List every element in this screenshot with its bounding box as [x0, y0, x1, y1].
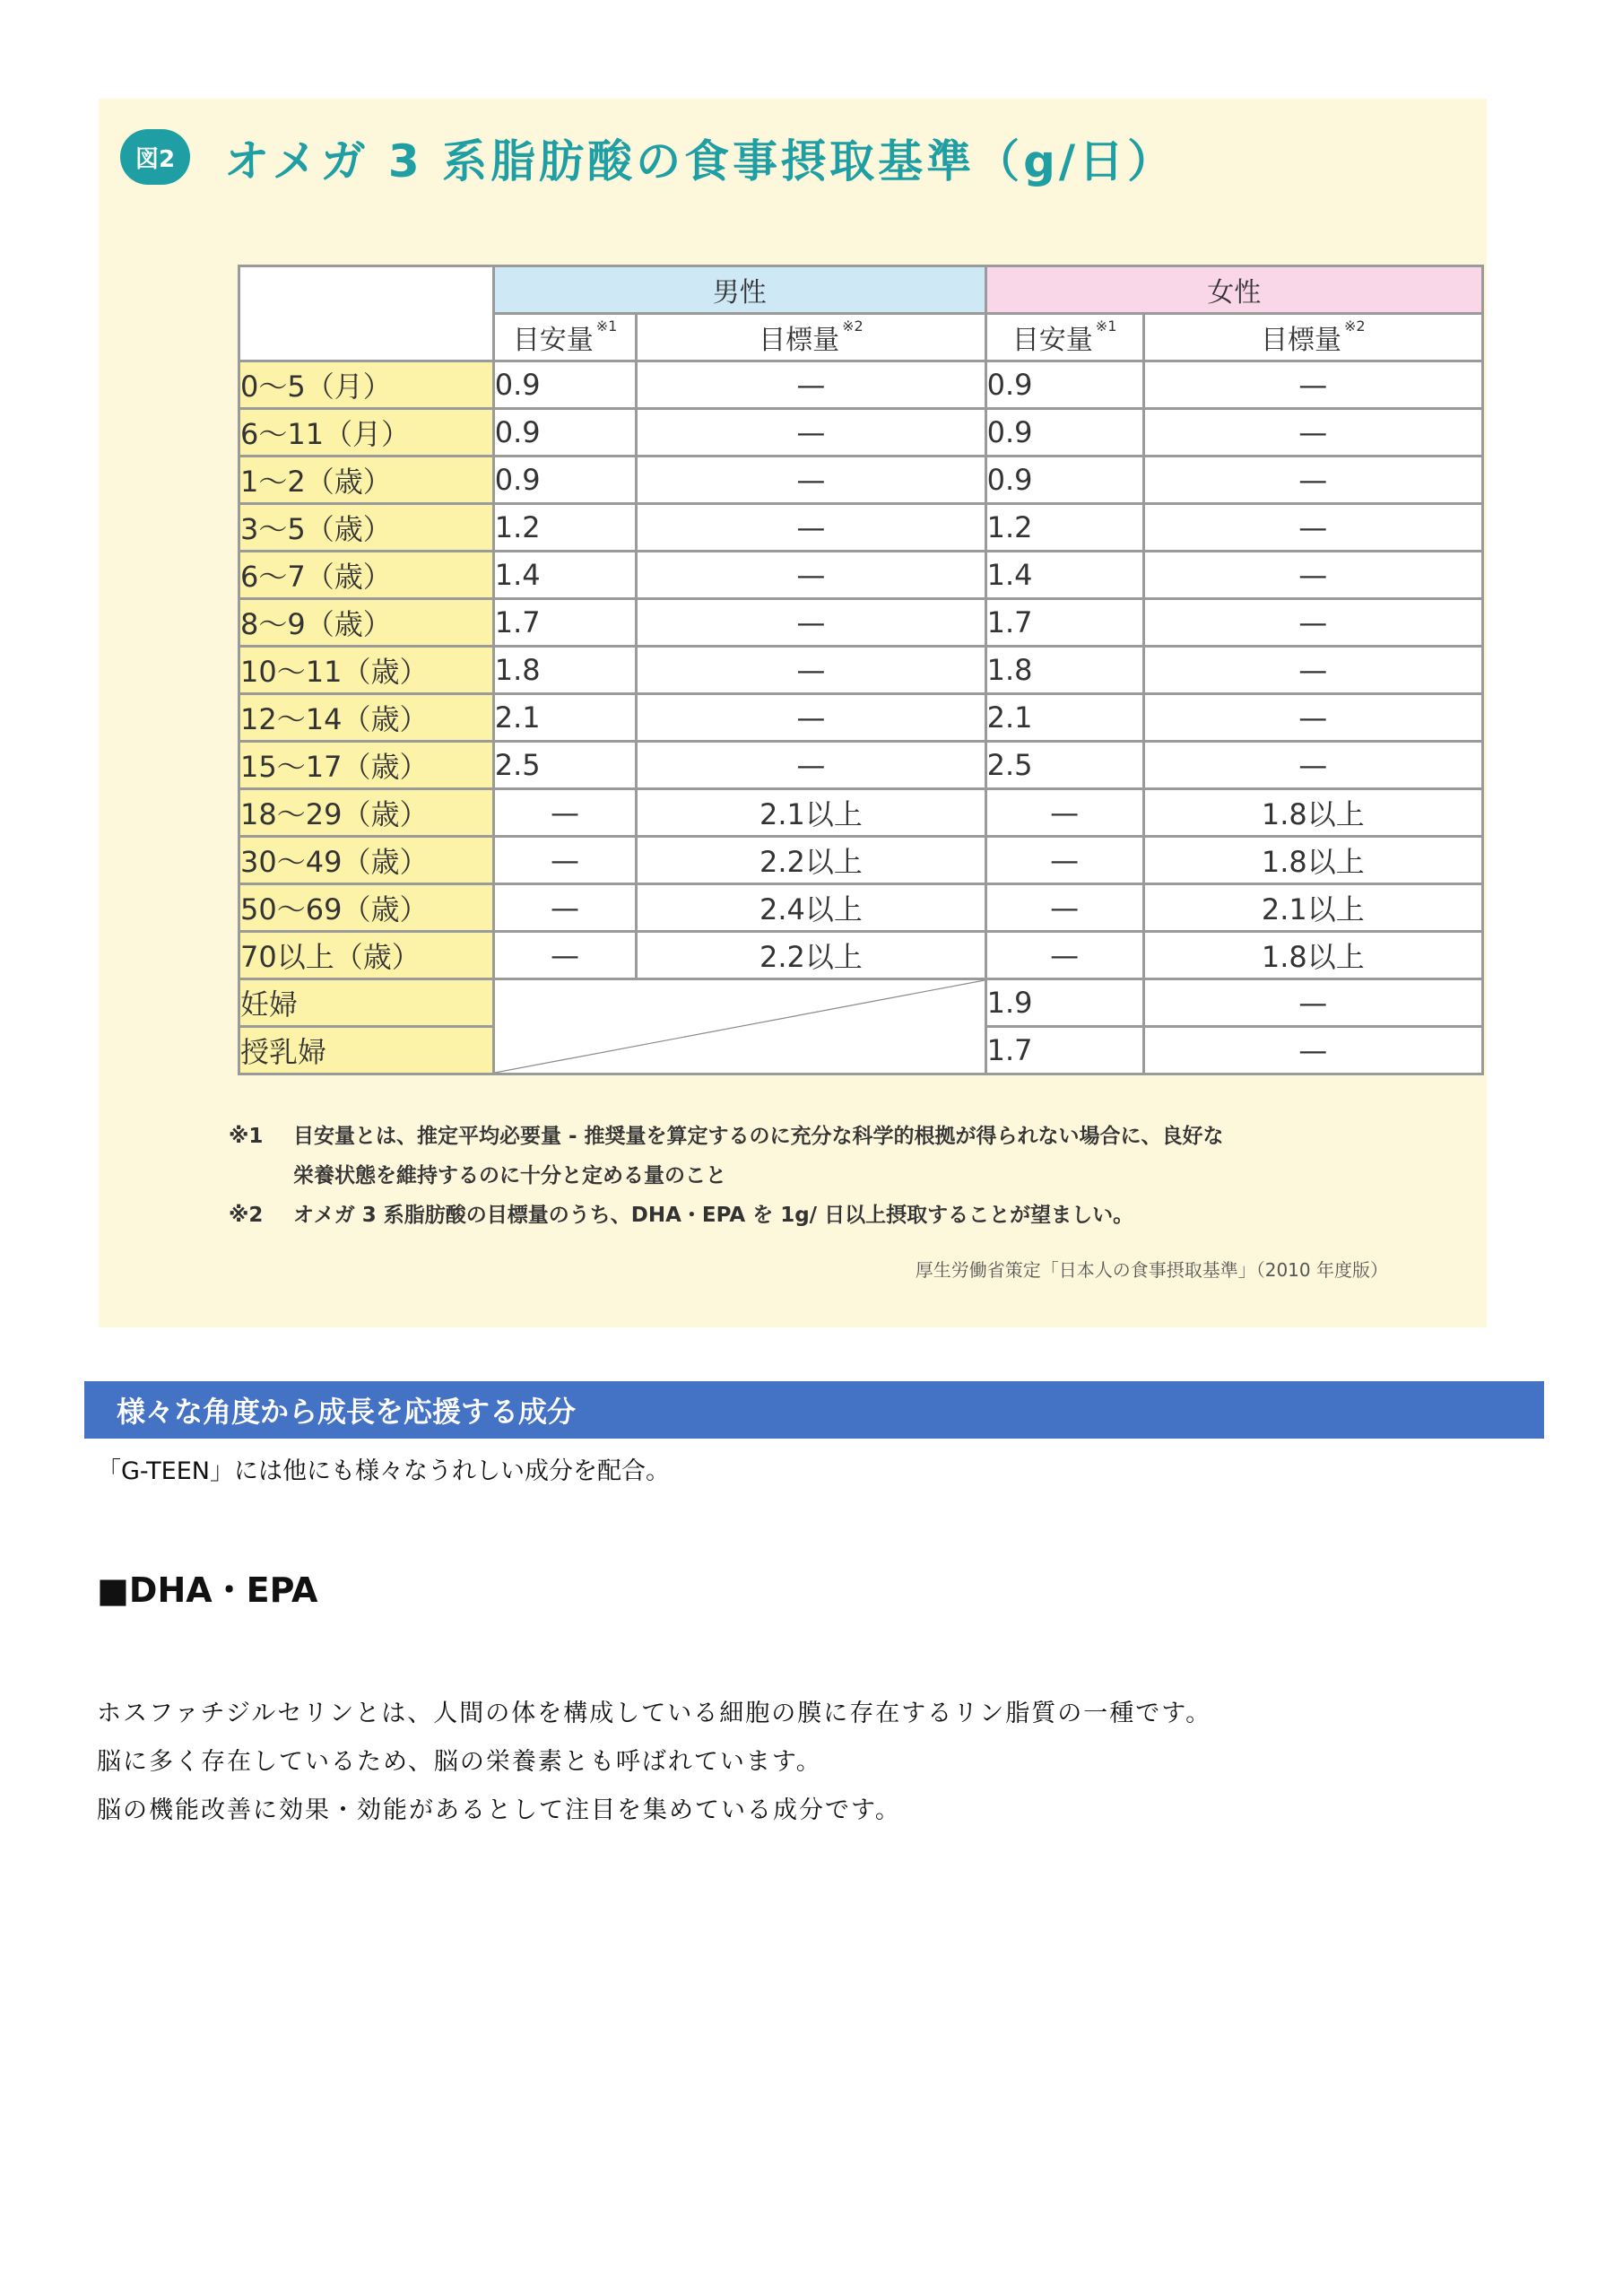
female-dg: — — [1143, 742, 1482, 789]
male-dg: 2.2以上 — [637, 932, 985, 979]
male-ai: — — [493, 837, 636, 884]
body-line: 脳に多く存在しているため、脳の栄養素とも呼ばれています。 — [97, 1748, 822, 1776]
row-label: 授乳婦 — [239, 1027, 494, 1074]
footnote-mark: ※2 — [229, 1204, 264, 1227]
footnote-mark: ※1 — [229, 1125, 264, 1148]
male-dg: — — [637, 504, 985, 552]
male-ai: — — [493, 932, 636, 979]
header-male: 男性 — [493, 266, 985, 314]
male-dg: 2.1以上 — [637, 789, 985, 837]
row-label: 妊婦 — [239, 979, 494, 1027]
row-label: 18〜29（歳） — [239, 789, 494, 837]
female-ai: 2.5 — [985, 742, 1143, 789]
female-dg: — — [1143, 647, 1482, 694]
table-row — [239, 409, 1483, 457]
row-label: 6〜7（歳） — [239, 552, 494, 599]
dha-body-text — [97, 1690, 1211, 1835]
male-dg: — — [637, 599, 985, 647]
row-label: 12〜14（歳） — [239, 694, 494, 742]
table-row — [239, 932, 1483, 979]
male-dg: — — [637, 647, 985, 694]
male-ai: 1.2 — [493, 504, 636, 552]
female-ai: 1.7 — [985, 599, 1143, 647]
section-heading-bar — [84, 1381, 1544, 1439]
male-ai: 0.9 — [493, 361, 636, 409]
female-dg: 2.1以上 — [1143, 884, 1482, 932]
female-dg: — — [1143, 552, 1482, 599]
header-corner — [239, 266, 494, 361]
row-label: 70以上（歳） — [239, 932, 494, 979]
male-dg: 2.2以上 — [637, 837, 985, 884]
source-citation: 厚生労働省策定「日本人の食事摂取基準」（2010 年度版） — [915, 1259, 1388, 1281]
female-dg: — — [1143, 409, 1482, 457]
table-row — [239, 361, 1483, 409]
male-ai: — — [493, 884, 636, 932]
footnote — [229, 1117, 1457, 1156]
female-ai: 2.1 — [985, 694, 1143, 742]
male-ai: 0.9 — [493, 457, 636, 504]
female-ai: 1.4 — [985, 552, 1143, 599]
female-ai: 0.9 — [985, 361, 1143, 409]
diagonal-line — [495, 980, 985, 1073]
section-title: 様々な角度から成長を応援する成分 — [117, 1395, 577, 1429]
male-ai: 1.7 — [493, 599, 636, 647]
omega3-table — [238, 265, 1484, 1075]
row-label: 50〜69（歳） — [239, 884, 494, 932]
table-row — [239, 504, 1483, 552]
male-ai: 2.1 — [493, 694, 636, 742]
male-ai: 1.4 — [493, 552, 636, 599]
omega3-figure — [99, 99, 1487, 1327]
header-female-ai: 目安量 $^{※1}$ — [985, 314, 1143, 361]
footnote-continuation: 栄養状態を維持するのに十分と定める量のこと — [293, 1164, 726, 1187]
table-row — [239, 884, 1483, 932]
table-row — [239, 837, 1483, 884]
header-female-dg: 目標量 $^{※2}$ — [1143, 314, 1482, 361]
header-female: 女性 — [985, 266, 1482, 314]
female-ai: 1.7 — [985, 1027, 1143, 1074]
figure-badge: 図2 — [120, 129, 190, 185]
footnote-text: 目安量とは、推定平均必要量 - 推奨量を算定するのに充分な科学的根拠が得られない場合に、良好な — [293, 1125, 1224, 1148]
female-ai: 1.2 — [985, 504, 1143, 552]
female-ai: 1.8 — [985, 647, 1143, 694]
table-row — [239, 789, 1483, 837]
footnote-continuation-row — [229, 1156, 1457, 1196]
row-label: 15〜17（歳） — [239, 742, 494, 789]
female-ai: — — [985, 884, 1143, 932]
female-dg: — — [1143, 457, 1482, 504]
female-ai: 1.9 — [985, 979, 1143, 1027]
table-row — [239, 552, 1483, 599]
row-label: 8〜9（歳） — [239, 599, 494, 647]
table-row — [239, 979, 1483, 1027]
body-line: ホスファチジルセリンとは、人間の体を構成している細胞の膜に存在するリン脂質の一種です。 — [97, 1700, 1212, 1727]
female-ai: 0.9 — [985, 457, 1143, 504]
male-dg: — — [637, 361, 985, 409]
footnote-text: オメガ 3 系脂肪酸の目標量のうち、DHA・EPA を 1g/ 日以上摂取することが望ましい。 — [293, 1204, 1134, 1227]
figure-title: オメガ 3 系脂肪酸の食事摂取基準（g/日） — [224, 135, 1176, 187]
body-line: 脳の機能改善に効果・効能があるとして注目を集めている成分です。 — [97, 1796, 901, 1824]
not-applicable-cell — [493, 979, 985, 1074]
row-label: 6〜11（月） — [239, 409, 494, 457]
dha-epa-heading: ■DHA・EPA — [97, 1570, 318, 1610]
table-row — [239, 647, 1483, 694]
row-label: 0〜5（月） — [239, 361, 494, 409]
male-dg: — — [637, 742, 985, 789]
table-row — [239, 742, 1483, 789]
male-dg: 2.4以上 — [637, 884, 985, 932]
table-row — [239, 599, 1483, 647]
row-label: 1〜2（歳） — [239, 457, 494, 504]
male-ai: 1.8 — [493, 647, 636, 694]
female-ai: — — [985, 789, 1143, 837]
section-intro: 「G-TEEN」には他にも様々なうれしい成分を配合。 — [97, 1457, 670, 1485]
female-ai: — — [985, 932, 1143, 979]
female-ai: 0.9 — [985, 409, 1143, 457]
female-dg: 1.8以上 — [1143, 837, 1482, 884]
row-label: 3〜5（歳） — [239, 504, 494, 552]
row-label: 10〜11（歳） — [239, 647, 494, 694]
table-row — [239, 457, 1483, 504]
female-dg: — — [1143, 979, 1482, 1027]
female-dg: — — [1143, 1027, 1482, 1074]
table-row — [239, 694, 1483, 742]
female-dg: — — [1143, 694, 1482, 742]
male-ai: 0.9 — [493, 409, 636, 457]
female-ai: — — [985, 837, 1143, 884]
female-dg: 1.8以上 — [1143, 932, 1482, 979]
female-dg: — — [1143, 599, 1482, 647]
female-dg: — — [1143, 361, 1482, 409]
footnote — [229, 1196, 1457, 1235]
male-ai: 2.5 — [493, 742, 636, 789]
female-dg: — — [1143, 504, 1482, 552]
male-dg: — — [637, 457, 985, 504]
header-male-dg: 目標量 $^{※2}$ — [637, 314, 985, 361]
male-dg: — — [637, 552, 985, 599]
footnotes — [229, 1117, 1457, 1235]
female-dg: 1.8以上 — [1143, 789, 1482, 837]
header-male-ai: 目安量 $^{※1}$ — [493, 314, 636, 361]
male-ai: — — [493, 789, 636, 837]
row-label: 30〜49（歳） — [239, 837, 494, 884]
male-dg: — — [637, 409, 985, 457]
male-dg: — — [637, 694, 985, 742]
